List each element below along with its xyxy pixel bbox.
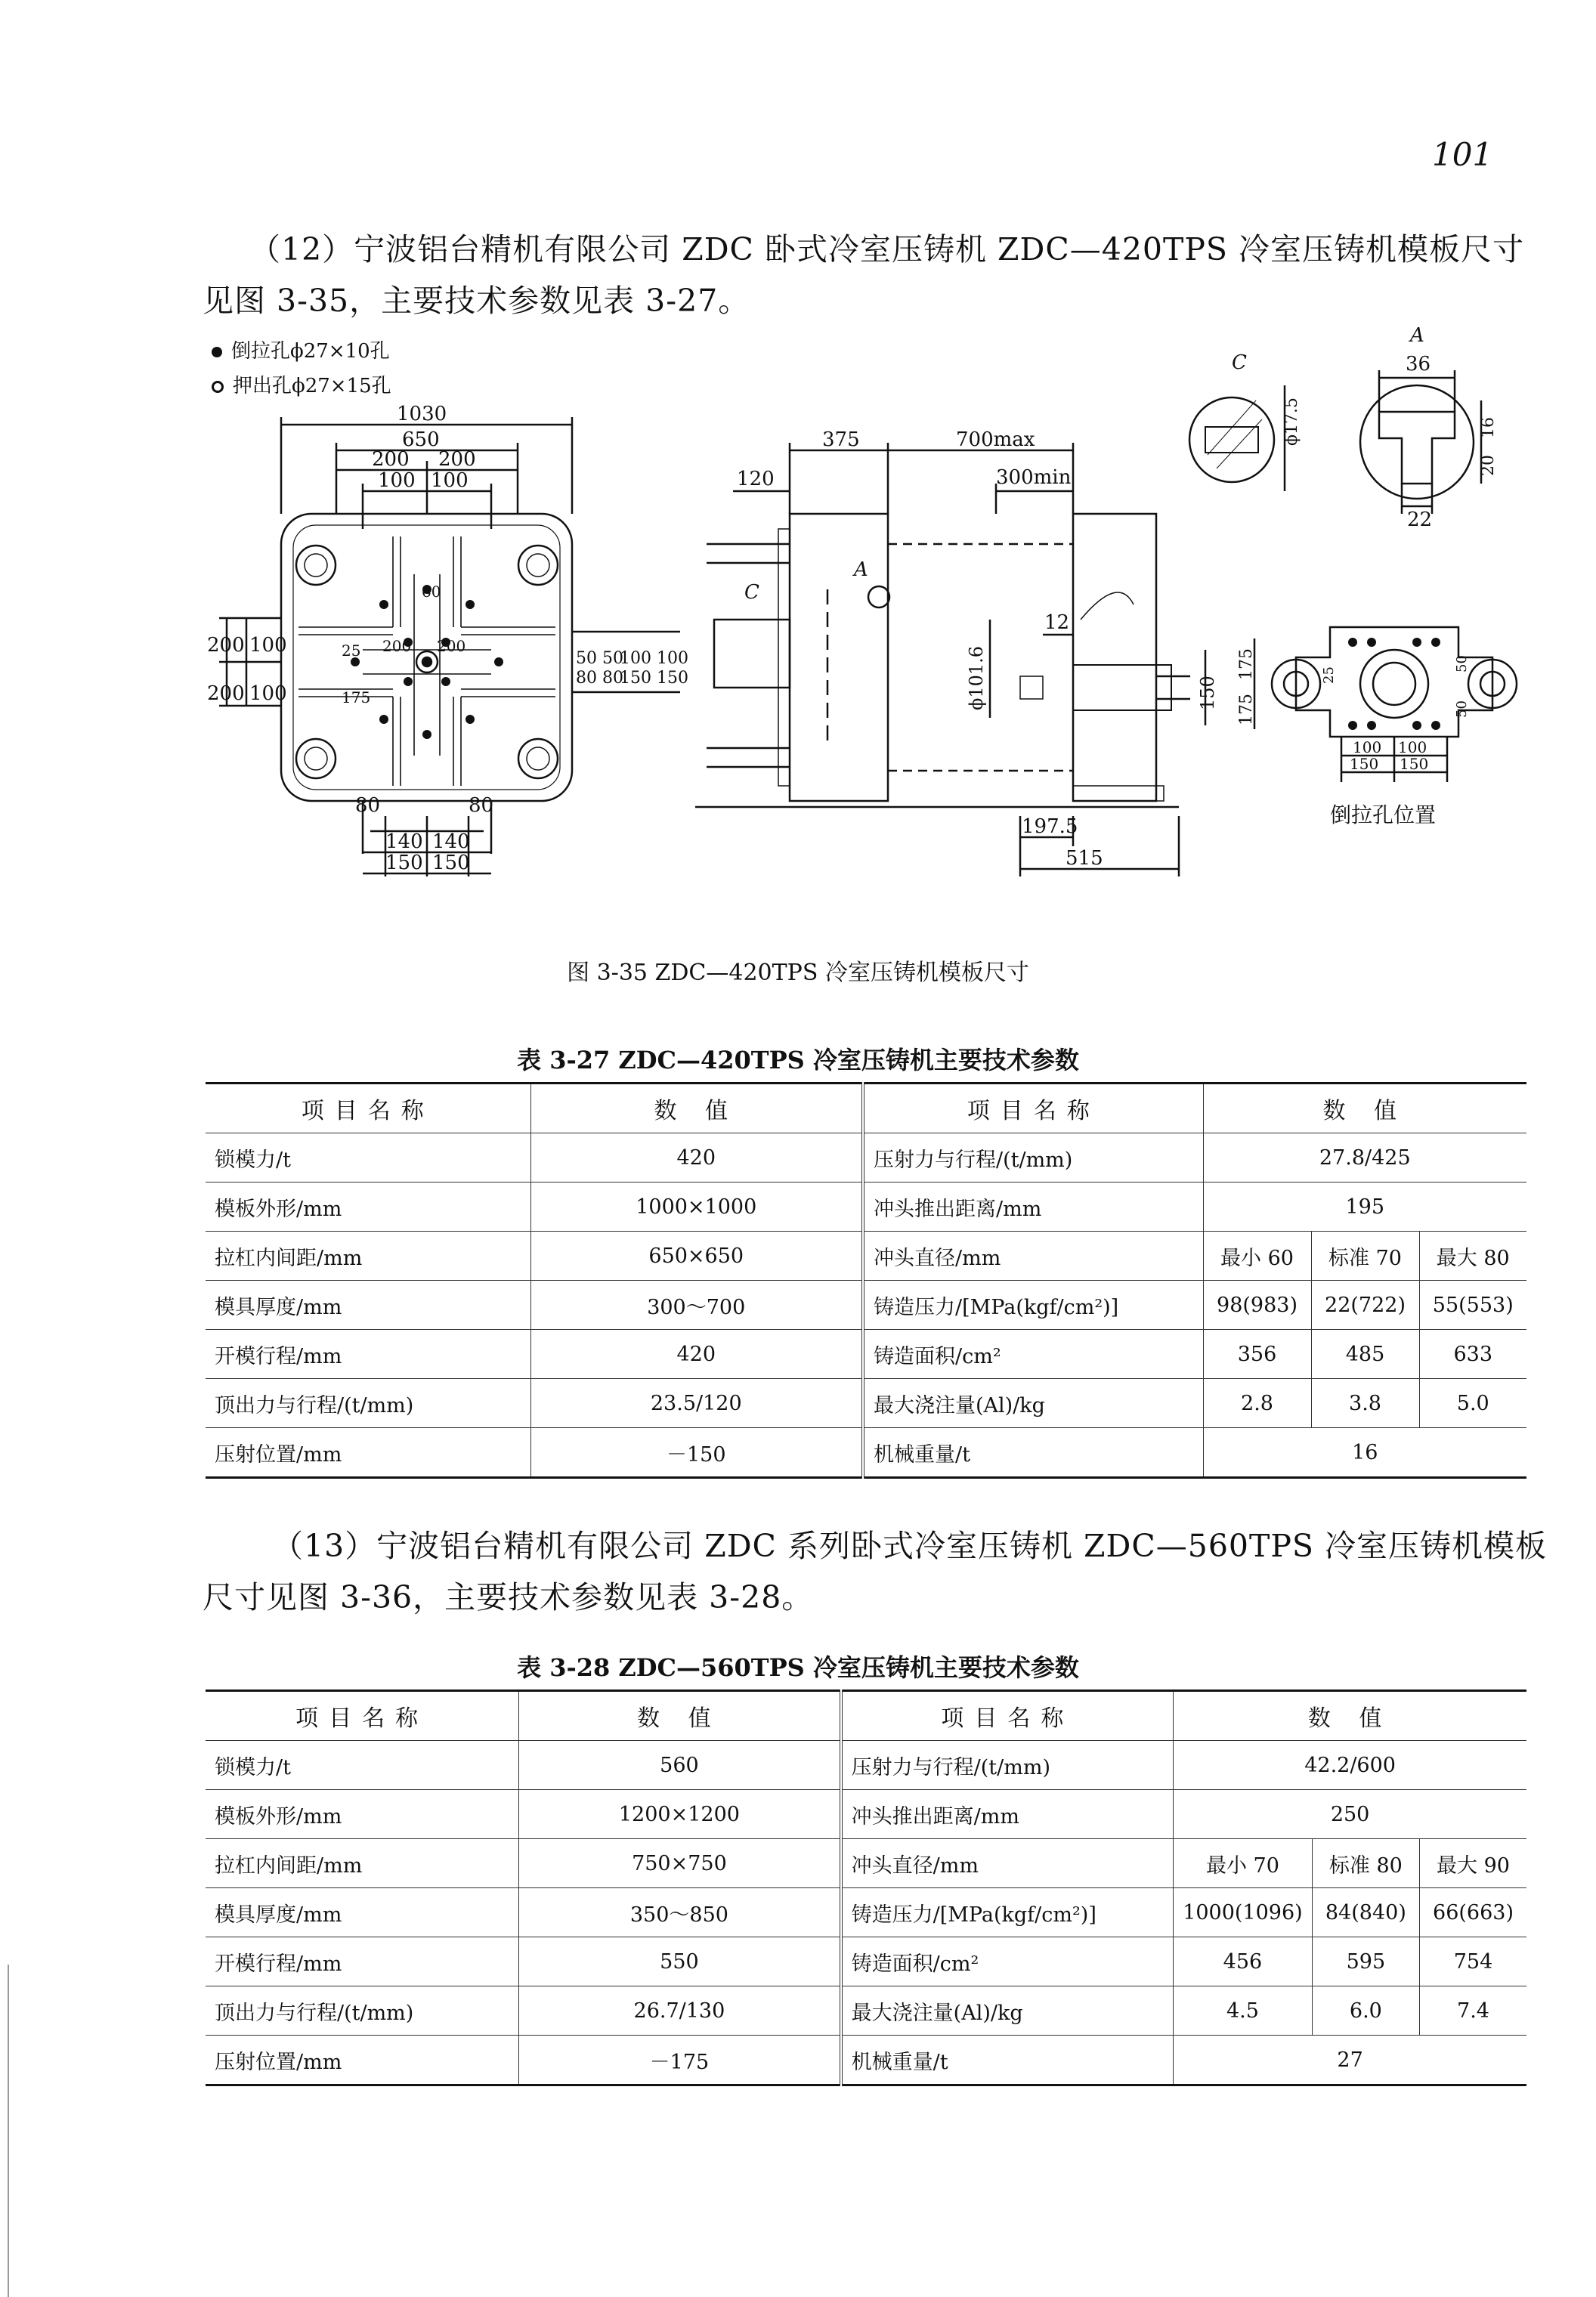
row-value-std: 标准 70 [1311, 1232, 1419, 1281]
row-value: 750×750 [519, 1839, 841, 1888]
row-name: 压射位置/mm [206, 2036, 519, 2085]
row-value-max: 66(663) [1420, 1888, 1526, 1937]
dim-50-right-b: 50 [1454, 700, 1470, 718]
dim-right-50-50: 50 50 [576, 649, 623, 668]
row-value-min: 最小 60 [1203, 1232, 1311, 1281]
detail-a-marker [868, 586, 889, 607]
row-name: 模板外形/mm [206, 1790, 519, 1839]
row-name: 顶出力与行程/(t/mm) [206, 1986, 519, 2036]
row-name-2: 铸造面积/cm² [841, 1937, 1174, 1986]
dim-right-100-100: 100 100 [620, 649, 688, 668]
row-value-min: 4.5 [1174, 1986, 1313, 2036]
row-name-2: 冲头直径/mm [863, 1232, 1203, 1281]
legend-reverse-hole-text: 倒拉孔ϕ27×10孔 [231, 340, 390, 363]
table-row [206, 1133, 1526, 1183]
row-name: 顶出力与行程/(t/mm) [206, 1379, 530, 1428]
row-value: 420 [530, 1133, 863, 1183]
dim-12: 12 [1044, 611, 1070, 634]
dim-80-right: 80 [469, 794, 494, 817]
row-name-2: 冲头推出距离/mm [841, 1790, 1174, 1839]
row-value: 1000×1000 [530, 1183, 863, 1232]
dim-650: 650 [402, 428, 440, 451]
dim-22: 22 [1407, 509, 1433, 531]
row-value-2: 42.2/600 [1174, 1741, 1526, 1790]
row-name-2: 机械重量/t [841, 2036, 1174, 2085]
header-value: 数 值 [530, 1084, 863, 1133]
table-row [206, 1839, 1526, 1888]
dim-120: 120 [737, 468, 775, 490]
dim-175: 175 [342, 688, 371, 706]
dim-200-inner-right: 200 [437, 637, 466, 655]
dim-60: 60 [422, 583, 441, 601]
header-value-2: 数 值 [1203, 1084, 1526, 1133]
header-item-name: 项目名称 [206, 1691, 519, 1741]
row-value-max: 55(553) [1419, 1281, 1526, 1330]
row-value: 420 [530, 1330, 863, 1379]
row-value-std: 84(840) [1312, 1888, 1419, 1937]
dim-100-right: 100 [431, 469, 469, 492]
row-value-std: 标准 80 [1312, 1839, 1419, 1888]
row-value-2: 195 [1203, 1183, 1526, 1232]
row-value-std: 485 [1311, 1330, 1419, 1379]
legend-ejector-hole-text: 押出孔ϕ27×15孔 [233, 375, 391, 397]
row-value-min: 98(983) [1203, 1281, 1311, 1330]
section-12-line-2: 见图 3-35，主要技术参数见表 3-27。 [203, 283, 750, 319]
t-slot-profile [1379, 412, 1455, 484]
row-value: 1200×1200 [519, 1790, 841, 1839]
row-value-min: 最小 70 [1174, 1839, 1313, 1888]
figure-3-35-drawing [0, 0, 1596, 944]
row-value-2: 27.8/425 [1203, 1133, 1526, 1183]
dim-375: 375 [822, 428, 860, 451]
row-value-max: 最大 90 [1420, 1839, 1526, 1888]
dim-100-left: 100 [378, 469, 416, 492]
dim-515: 515 [1066, 847, 1103, 870]
row-name: 模具厚度/mm [206, 1281, 530, 1330]
row-value: 650×650 [530, 1232, 863, 1281]
table-3-28-title: 表 3-28 ZDC—560TPS 冷室压铸机主要技术参数 [517, 1653, 1079, 1682]
dim-700max: 700max [956, 428, 1035, 451]
table-row [206, 1937, 1526, 1986]
table-header-row [206, 1084, 1526, 1133]
dim-right-80-80: 80 80 [576, 669, 623, 688]
row-value-std: 3.8 [1311, 1379, 1419, 1428]
section-13-line-1: （13）宁波铝台精机有限公司 ZDC 系列卧式冷室压铸机 ZDC—560TPS 冷室压铸机模板 [272, 1528, 1548, 1564]
row-value-max: 7.4 [1420, 1986, 1526, 2036]
row-value-max: 5.0 [1419, 1379, 1526, 1428]
dim-140-left: 140 [385, 830, 423, 853]
row-name-2: 铸造压力/[MPa(kgf/cm²)] [863, 1281, 1203, 1330]
table-row [206, 1428, 1526, 1478]
fixed-platen-side [790, 514, 888, 801]
row-value-min: 1000(1096) [1174, 1888, 1313, 1937]
row-name: 锁模力/t [206, 1133, 530, 1183]
section-12-line-1: （12）宁波铝台精机有限公司 ZDC 卧式冷室压铸机 ZDC—420TPS 冷室压铸机模板尺寸 [249, 231, 1525, 267]
dim-175-a: 175 [1237, 648, 1256, 680]
dim-25: 25 [342, 641, 361, 660]
table-row [206, 1790, 1526, 1839]
dim-20: 20 [1479, 455, 1498, 476]
table-row [206, 1232, 1526, 1281]
header-item-name: 项目名称 [206, 1084, 530, 1133]
row-name: 拉杠内间距/mm [206, 1232, 530, 1281]
row-value: 26.7/130 [519, 1986, 841, 2036]
dim-200-left: 200 [372, 448, 410, 471]
row-name-2: 冲头推出距离/mm [863, 1183, 1203, 1232]
row-name-2: 压射力与行程/(t/mm) [863, 1133, 1203, 1183]
table-3-28 [206, 1690, 1526, 2086]
row-value-2: 27 [1174, 2036, 1526, 2085]
row-name: 压射位置/mm [206, 1428, 530, 1478]
dim-25-right: 25 [1321, 666, 1337, 684]
dim-left-100-top: 100 [249, 634, 287, 657]
row-name-2: 机械重量/t [863, 1428, 1203, 1478]
dim-197-5: 197.5 [1022, 815, 1078, 838]
row-value: －175 [519, 2036, 841, 2085]
table-row [206, 1986, 1526, 2036]
section-13-line-2: 尺寸见图 3-36，主要技术参数见表 3-28。 [203, 1579, 814, 1615]
dim-16: 16 [1479, 417, 1498, 438]
row-value: 560 [519, 1741, 841, 1790]
row-value-max: 633 [1419, 1330, 1526, 1379]
dim-1030: 1030 [397, 403, 447, 425]
row-value-max: 754 [1420, 1937, 1526, 1986]
dim-150-left: 150 [385, 852, 423, 874]
dim-left-100-bottom: 100 [249, 682, 287, 705]
table-header-row [206, 1691, 1526, 1741]
dim-right-150-150: 150 150 [620, 669, 688, 688]
detail-a-circle [1360, 385, 1474, 499]
figure-caption: 图 3-35 ZDC—420TPS 冷室压铸机模板尺寸 [567, 960, 1029, 986]
row-name: 开模行程/mm [206, 1937, 519, 1986]
row-value-max: 最大 80 [1419, 1232, 1526, 1281]
dim-101-6: ϕ101.6 [966, 645, 987, 710]
row-name-2: 冲头直径/mm [841, 1839, 1174, 1888]
row-name: 拉杠内间距/mm [206, 1839, 519, 1888]
row-value-std: 595 [1312, 1937, 1419, 1986]
table-3-27 [206, 1082, 1526, 1479]
label-c: C [744, 581, 759, 604]
row-value: 300～700 [530, 1281, 863, 1330]
row-name: 开模行程/mm [206, 1330, 530, 1379]
row-name-2: 最大浇注量(Al)/kg [841, 1986, 1174, 2036]
table-3-27-title: 表 3-27 ZDC—420TPS 冷室压铸机主要技术参数 [517, 1046, 1079, 1074]
dim-left-200-bottom: 200 [207, 682, 245, 705]
row-name-2: 最大浇注量(Al)/kg [863, 1379, 1203, 1428]
row-name-2: 压射力与行程/(t/mm) [841, 1741, 1174, 1790]
row-name-2: 铸造面积/cm² [863, 1330, 1203, 1379]
tie-bar-hole-bl [296, 739, 336, 778]
row-value: 350～850 [519, 1888, 841, 1937]
header-item-name-2: 项目名称 [841, 1691, 1174, 1741]
dim-200-right: 200 [438, 448, 476, 471]
row-value-min: 2.8 [1203, 1379, 1311, 1428]
row-value-2: 16 [1203, 1428, 1526, 1478]
row-value: 23.5/120 [530, 1379, 863, 1428]
dim-150-right-b: 150 [1400, 755, 1429, 773]
table-row [206, 2036, 1526, 2085]
dim-300min: 300min [996, 466, 1072, 489]
tie-bar-hole-tl [296, 546, 336, 585]
dim-200-inner-left: 200 [382, 637, 412, 655]
header-item-name-2: 项目名称 [863, 1084, 1203, 1133]
table-row [206, 1741, 1526, 1790]
dim-150-right: 150 [432, 852, 470, 874]
table-row [206, 1281, 1526, 1330]
table-row [206, 1888, 1526, 1937]
dim-150-side: 150 [1197, 675, 1218, 710]
row-value-std: 6.0 [1312, 1986, 1419, 2036]
dim-17-5: ϕ17.5 [1282, 397, 1301, 446]
header-value: 数 值 [519, 1691, 841, 1741]
row-value: 550 [519, 1937, 841, 1986]
row-name-2: 铸造压力/[MPa(kgf/cm²)] [841, 1888, 1174, 1937]
margin-rule [8, 1965, 9, 2297]
detail-c-label: C [1232, 351, 1247, 374]
row-value-min: 356 [1203, 1330, 1311, 1379]
row-value-2: 250 [1174, 1790, 1526, 1839]
row-value-min: 456 [1174, 1937, 1313, 1986]
row-name: 模具厚度/mm [206, 1888, 519, 1937]
row-name: 模板外形/mm [206, 1183, 530, 1232]
dim-150-right-a: 150 [1350, 755, 1379, 773]
row-name: 锁模力/t [206, 1741, 519, 1790]
dim-100-right-b: 100 [1398, 738, 1427, 756]
moving-platen-side [1073, 514, 1156, 801]
table-row [206, 1183, 1526, 1232]
page-number: 101 [1432, 136, 1493, 173]
row-value: －150 [530, 1428, 863, 1478]
reverse-hole-center [1360, 650, 1428, 718]
header-value-2: 数 值 [1174, 1691, 1526, 1741]
dim-100-right-a: 100 [1353, 738, 1382, 756]
table-row [206, 1330, 1526, 1379]
tie-bar-hole-br [518, 739, 558, 778]
dim-36: 36 [1406, 353, 1431, 376]
detail-a-label: A [1410, 324, 1424, 347]
row-value-std: 22(722) [1311, 1281, 1419, 1330]
label-a: A [854, 558, 868, 581]
dim-50-right-a: 50 [1454, 655, 1470, 672]
dim-140-right: 140 [432, 830, 470, 853]
dim-175-b: 175 [1237, 694, 1256, 725]
detail-c-circle [1189, 397, 1274, 482]
tie-bar-hole-tr [518, 546, 558, 585]
table-row [206, 1379, 1526, 1428]
reverse-hole-position-label: 倒拉孔位置 [1330, 802, 1437, 827]
dim-left-200-top: 200 [207, 634, 245, 657]
dim-80-left: 80 [355, 794, 381, 817]
